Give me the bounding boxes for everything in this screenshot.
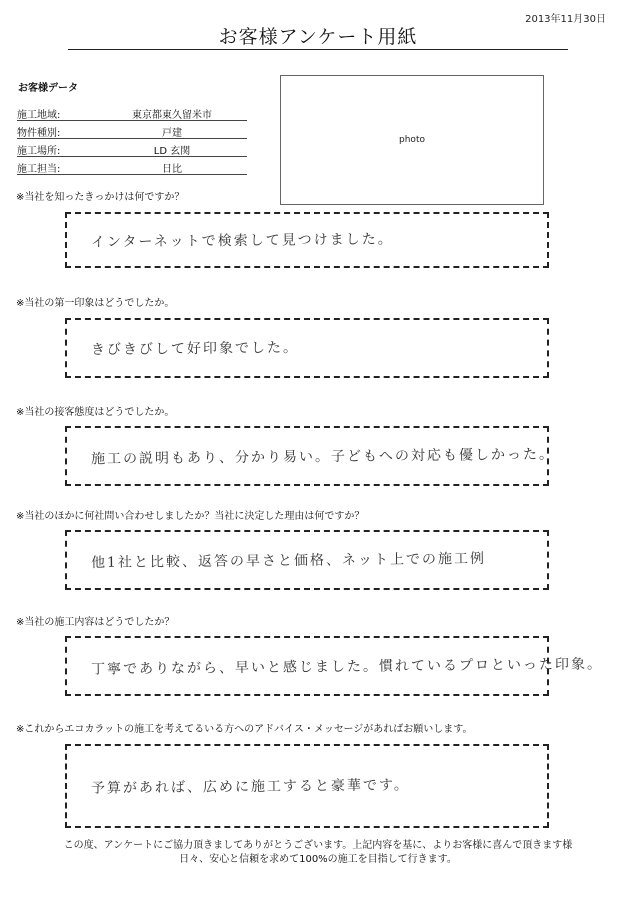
info-value: LD 玄関 [153, 146, 191, 157]
footer-line-2: 日々、安心と信頼を求めて100%の施工を目指して行きます。 [179, 854, 457, 865]
answer-box [65, 212, 549, 268]
answer-box [65, 744, 549, 828]
handwritten-answer: きびきびして好印象でした。 [90, 339, 300, 359]
answer-box [65, 426, 556, 486]
info-row-staff [17, 157, 247, 175]
answer-box [65, 636, 604, 696]
footer-line-1: この度、アンケートにご協力頂きましてありがとうございます。上記内容を基に、よりお客様に喜んで頂きます様 [63, 840, 573, 851]
footer-message [0, 839, 636, 867]
photo-placeholder [280, 75, 544, 205]
handwritten-answer: 丁寧でありながら、早いと感じました。慣れているプロといった印象。 [90, 656, 604, 678]
info-row-property-type [17, 121, 247, 139]
survey-date: 2013年11月30日 [525, 14, 606, 25]
info-row-location [17, 139, 247, 157]
question-text: ※当社を知ったきっかけは何ですか？ [16, 192, 185, 203]
question-text: ※当社のほかに何社問い合わせしましたか？当社に決定した理由は何ですか？ [16, 511, 365, 522]
info-row-area [17, 103, 247, 121]
question-text: ※当社の施工内容はどうでしたか？ [16, 617, 175, 628]
question-text: ※これからエコカラットの施工を考えてるいる方へのアドバイス・メッセージがあればお願いします。 [16, 724, 473, 735]
info-value: 東京都東久留米市 [132, 110, 212, 121]
answer-box [65, 530, 549, 590]
customer-data-heading: お客様データ [18, 83, 78, 94]
info-label: 施工場所: [17, 146, 61, 157]
info-label: 施工地域: [17, 110, 61, 121]
info-value: 日比 [162, 164, 182, 175]
handwritten-answer: インターネットで検索して見つけました。 [90, 231, 394, 251]
page-title: お客様アンケート用紙 [218, 26, 418, 48]
handwritten-answer: 予算があれば、広めに施工すると豪華です。 [90, 777, 410, 797]
handwritten-answer: 施工の説明もあり、分かり易い。子どもへの対応も優しかった。 [90, 446, 556, 468]
info-label: 物件種別: [17, 128, 61, 139]
info-label: 施工担当: [17, 164, 61, 175]
question-text: ※当社の接客態度はどうでしたか。 [16, 407, 175, 418]
title-underline [68, 49, 568, 50]
answer-box [65, 318, 549, 378]
handwritten-answer: 他1社と比較、返答の早さと価格、ネット上での施工例 [90, 550, 486, 572]
photo-label: photo [399, 135, 425, 145]
info-value: 戸建 [162, 128, 182, 139]
question-text: ※当社の第一印象はどうでしたか。 [16, 298, 175, 309]
customer-info-table [17, 103, 247, 175]
